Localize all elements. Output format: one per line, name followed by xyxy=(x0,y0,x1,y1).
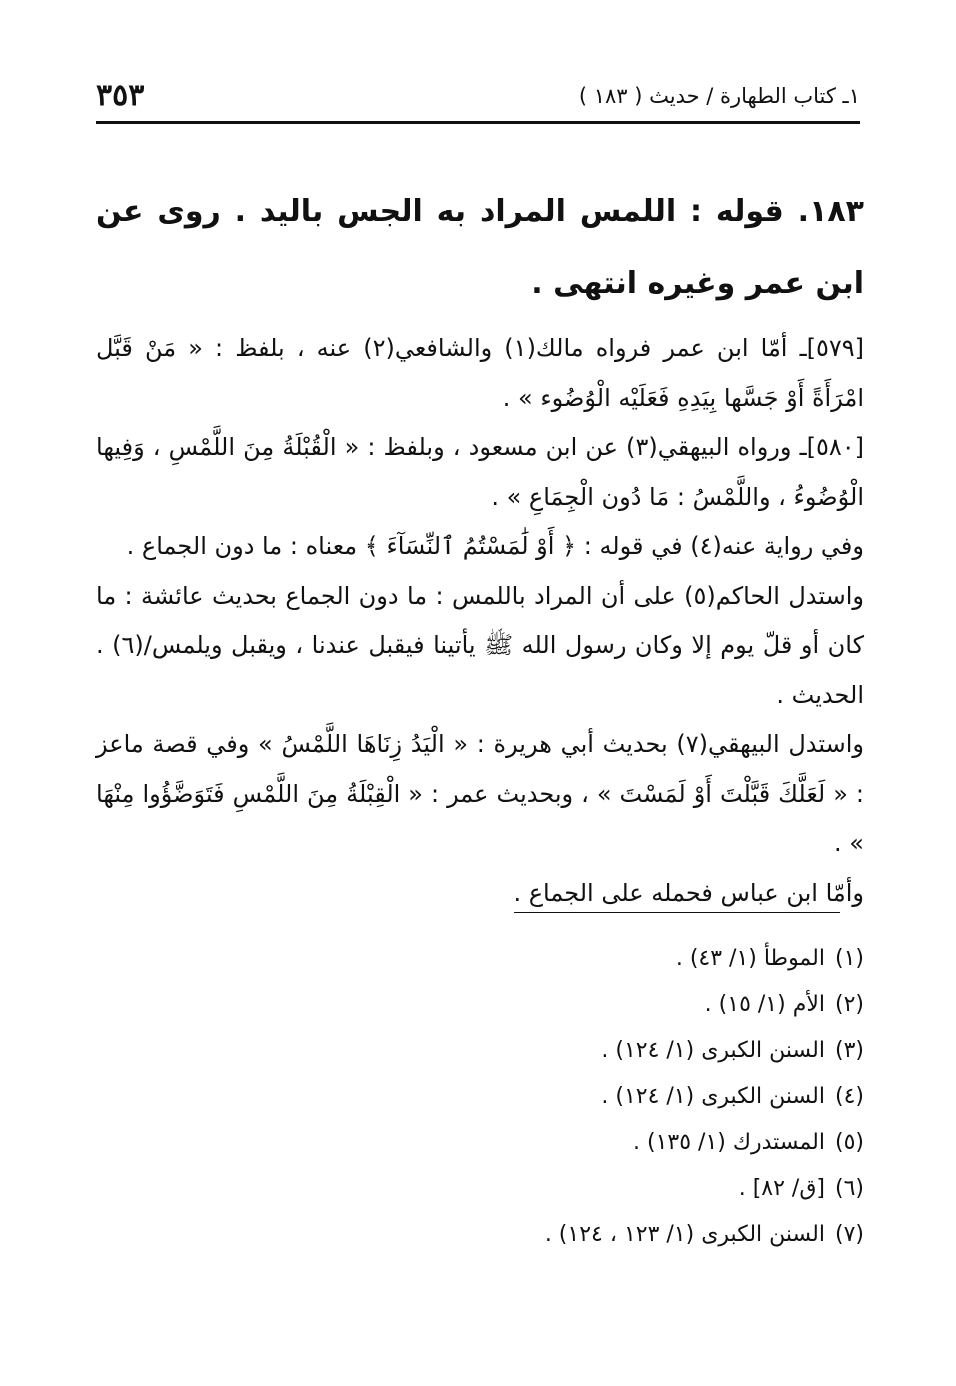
page-number: ٣٥٣ xyxy=(96,78,145,113)
main-text xyxy=(96,176,864,918)
footnote-text: الموطأ (١/ ٤٣) . xyxy=(675,946,825,971)
footnote-number: (١) xyxy=(834,946,864,971)
footnote-text: السنن الكبرى (١/ ١٢٤) . xyxy=(601,1084,825,1109)
footnote-number: (٦) xyxy=(834,1176,864,1201)
footnote-number: (٢) xyxy=(834,992,864,1017)
paragraph: وأمّا ابن عباس فحمله على الجماع . xyxy=(513,878,864,907)
paragraph: واستدل البيهقي(٧) بحديث أبي هريرة : « الْيَدُ زِنَاهَا اللَّمْسُ » وفي قصة ماعز : « لَعَلَّكَ قَبَّلْتَ أَوْ لَمَسْتَ » ، وبحديث عمر : « الْقِبْلَةُ مِنَ اللَّمْسِ فَتَوَضَّؤُوا مِنْهَا » . xyxy=(96,730,865,857)
footnote xyxy=(364,936,864,982)
footnote xyxy=(364,1120,864,1166)
footnote-text: المستدرك (١/ ١٣٥) . xyxy=(633,1130,825,1155)
footnote-number: (٧) xyxy=(834,1222,864,1247)
footnote xyxy=(364,1166,864,1212)
paragraph: واستدل الحاكم(٥) على أن المراد باللمس : ما دون الجماع بحديث عائشة : ما كان أو قلّ يوم إلا وكان رسول الله ﷺ يأتينا فيقبل عندنا ، ويقبل ويلمس/(٦) . الحديث . xyxy=(96,581,865,709)
footnote-separator xyxy=(514,912,840,913)
footnote xyxy=(364,1212,864,1258)
header-rule xyxy=(96,121,860,124)
footnote-text: [ق/ ٨٢] . xyxy=(738,1176,825,1201)
paragraph: وفي رواية عنه(٤) في قوله : ﴿ أَوْ لَٰمَسْتُمُ ٱلنِّسَآءَ ﴾ معناه : ما دون الجماع . xyxy=(126,532,864,560)
footnote xyxy=(364,1028,864,1074)
footnote xyxy=(364,982,864,1028)
paragraph: [٥٧٩]ـ أمّا ابن عمر فرواه مالك(١) والشافعي(٢) عنه ، بلفظ : « مَنْ قَبَّل امْرَأَةً أَوْ جَسَّها بِيَدِهِ فَعَلَيْه الْوُضُوء » . xyxy=(96,334,865,412)
footnote-text: السنن الكبرى (١/ ١٢٤) . xyxy=(601,1038,825,1063)
footnote-text: الأم (١/ ١٥) . xyxy=(704,992,825,1017)
paragraph: [٥٨٠]ـ ورواه البيهقي(٣) عن ابن مسعود ، وبلفظ : « الْقُبْلَةُ مِنَ اللَّمْسِ ، وَفِيها الْوُضُوءُ ، واللَّمْسُ : مَا دُون الْجِمَاعِ » . xyxy=(96,433,865,511)
footnote-number: (٣) xyxy=(834,1038,864,1063)
footnotes xyxy=(364,936,864,1258)
page-header xyxy=(96,78,860,122)
footnote-text: السنن الكبرى (١/ ١٢٣ ، ١٢٤) . xyxy=(544,1222,825,1247)
footnote-number: (٤) xyxy=(834,1084,864,1109)
footnote-number: (٥) xyxy=(834,1130,864,1155)
running-title: ١ـ كتاب الطهارة / حديث ( ١٨٣ ) xyxy=(578,84,860,108)
hadith-heading: ١٨٣. قوله : اللمس المراد به الجس باليد . روى عن ابن عمر وغيره انتهى . xyxy=(96,194,864,301)
footnote xyxy=(364,1074,864,1120)
